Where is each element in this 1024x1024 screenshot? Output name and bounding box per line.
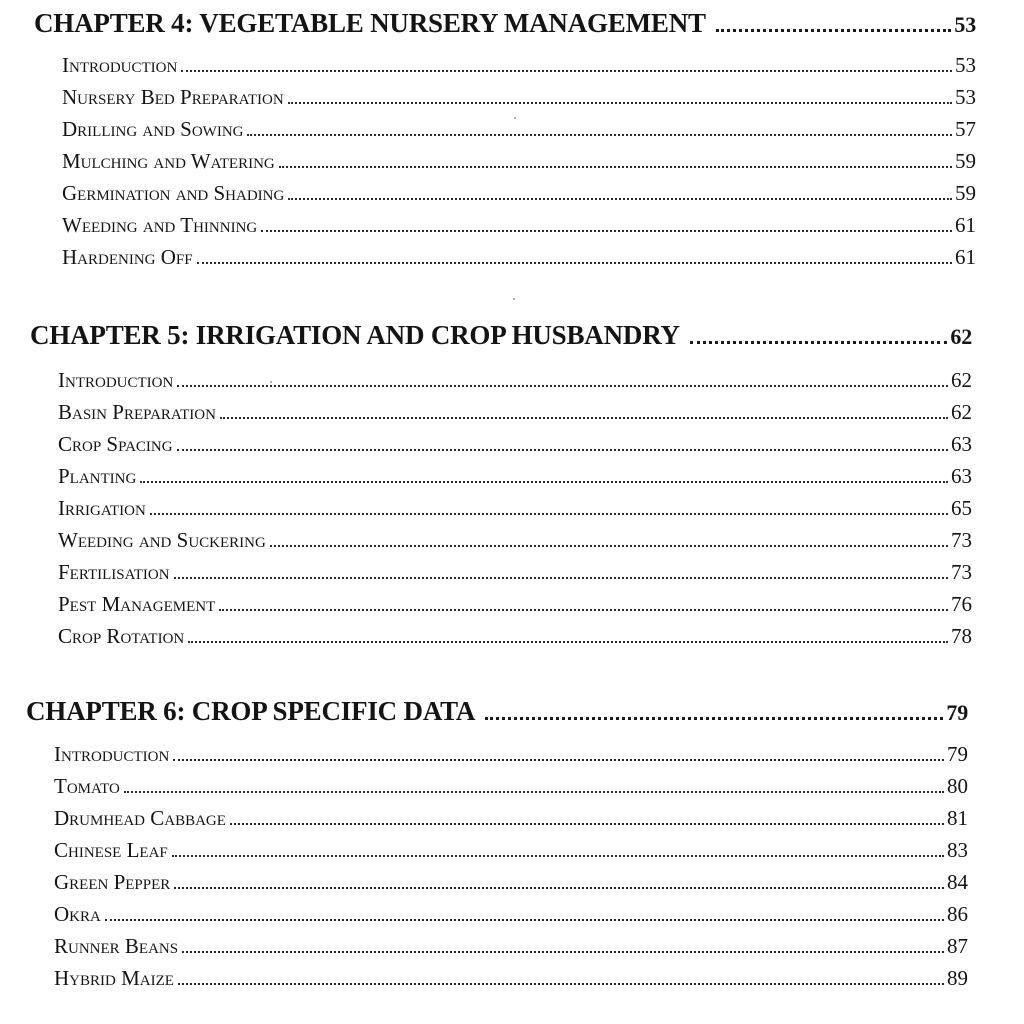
dot-leader [261, 230, 952, 232]
dot-leader [105, 919, 944, 921]
entry-label: Introduction [62, 53, 178, 77]
entry-page-number: 83 [947, 838, 968, 862]
toc-entry[interactable] [62, 117, 976, 142]
toc-entry[interactable] [62, 85, 976, 110]
entry-page-number: 76 [951, 592, 972, 616]
entry-page-number: 62 [951, 368, 972, 392]
chapter-title: CHAPTER 6: CROP SPECIFIC DATA [26, 696, 476, 726]
entry-label: Drumhead Cabbage [54, 806, 226, 830]
entry-page-number: 65 [951, 496, 972, 520]
entry-page-number: 62 [951, 400, 972, 424]
chapter-heading[interactable] [34, 8, 976, 39]
chapter-title: CHAPTER 4: VEGETABLE NURSERY MANAGEMENT [34, 8, 706, 38]
entry-label: Green Pepper [54, 870, 171, 894]
dot-leader [177, 385, 948, 387]
entry-label: Introduction [54, 742, 170, 766]
toc-entry[interactable] [58, 464, 972, 489]
dot-leader [716, 29, 952, 32]
entry-page-number: 73 [951, 528, 972, 552]
toc-entry[interactable] [58, 528, 972, 553]
entry-page-number: 73 [951, 560, 972, 584]
chapter-heading[interactable] [30, 320, 972, 351]
chapter-title: CHAPTER 5: IRRIGATION AND CROP HUSBANDRY [30, 320, 680, 350]
entry-page-number: 78 [951, 624, 972, 648]
dot-leader [247, 134, 952, 136]
scan-speck [513, 298, 515, 300]
dot-leader [288, 102, 952, 104]
dot-leader [288, 198, 952, 200]
dot-leader [220, 417, 948, 419]
toc-entry[interactable] [62, 245, 976, 270]
entry-page-number: 57 [955, 117, 976, 141]
entry-label: Irrigation [58, 496, 146, 520]
entry-label: Hardening Off [62, 245, 193, 269]
entry-page-number: 61 [955, 213, 976, 237]
entry-page-number: 87 [947, 934, 968, 958]
dot-leader [173, 759, 944, 761]
entry-page-number: 81 [947, 806, 968, 830]
entry-label: Nursery Bed Preparation [62, 85, 284, 109]
toc-entry[interactable] [58, 592, 972, 617]
entry-page-number: 59 [955, 149, 976, 173]
entry-label: Weeding and Suckering [58, 528, 266, 552]
dot-leader [174, 577, 948, 579]
toc-entry[interactable] [54, 966, 968, 991]
entry-page-number: 79 [947, 742, 968, 766]
dot-leader [270, 545, 948, 547]
dot-leader [197, 262, 952, 264]
dot-leader [181, 70, 952, 72]
entry-label: Chinese Leaf [54, 838, 168, 862]
chapter-page-number: 79 [946, 700, 968, 725]
entry-page-number: 53 [955, 53, 976, 77]
toc-entry[interactable] [54, 742, 968, 767]
entry-page-number: 53 [955, 85, 976, 109]
entry-label: Runner Beans [54, 934, 179, 958]
chapter-page-number: 62 [950, 324, 972, 349]
dot-leader [279, 166, 952, 168]
entry-page-number: 84 [947, 870, 968, 894]
dot-leader [219, 609, 948, 611]
dot-leader [485, 717, 943, 720]
toc-entry[interactable] [62, 181, 976, 206]
entry-label: Weeding and Thinning [62, 213, 258, 237]
dot-leader [690, 341, 948, 344]
entry-page-number: 80 [947, 774, 968, 798]
dot-leader [124, 791, 944, 793]
dot-leader [182, 951, 944, 953]
entry-label: Crop Rotation [58, 624, 185, 648]
entry-page-number: 89 [947, 966, 968, 990]
entry-page-number: 61 [955, 245, 976, 269]
chapter-heading[interactable] [26, 696, 968, 727]
entry-label: Germination and Shading [62, 181, 285, 205]
toc-entry[interactable] [54, 838, 968, 863]
entry-label: Hybrid Maize [54, 966, 174, 990]
entry-label: Pest Management [58, 592, 216, 616]
dot-leader [172, 855, 944, 857]
entry-page-number: 86 [947, 902, 968, 926]
entry-page-number: 63 [951, 432, 972, 456]
entry-page-number: 59 [955, 181, 976, 205]
entry-label: Fertilisation [58, 560, 170, 584]
toc-entry[interactable] [58, 432, 972, 457]
toc-entry[interactable] [62, 213, 976, 238]
entry-label: Okra [54, 902, 101, 926]
toc-entry[interactable] [62, 149, 976, 174]
entry-label: Basin Preparation [58, 400, 216, 424]
entry-label: Introduction [58, 368, 174, 392]
toc-entry[interactable] [58, 560, 972, 585]
scan-speck [514, 117, 516, 119]
entry-label: Crop Spacing [58, 432, 173, 456]
dot-leader [174, 887, 944, 889]
dot-leader [188, 641, 948, 643]
dot-leader [230, 823, 944, 825]
dot-leader [177, 449, 948, 451]
entry-label: Drilling and Sowing [62, 117, 244, 141]
toc-entry[interactable] [54, 806, 968, 831]
toc-entry[interactable] [58, 400, 972, 425]
toc-entry[interactable] [54, 774, 968, 799]
entry-label: Tomato [54, 774, 120, 798]
scan-speck [270, 381, 272, 383]
toc-entry[interactable] [58, 624, 972, 649]
dot-leader [178, 983, 944, 985]
dot-leader [150, 513, 948, 515]
entry-label: Planting [58, 464, 137, 488]
toc-entry[interactable] [54, 902, 968, 927]
toc-entry[interactable] [54, 870, 968, 895]
dot-leader [140, 481, 948, 483]
entry-label: Mulching and Watering [62, 149, 275, 173]
toc-entry[interactable] [62, 53, 976, 78]
toc-entry[interactable] [54, 934, 968, 959]
chapter-page-number: 53 [954, 12, 976, 37]
entry-page-number: 63 [951, 464, 972, 488]
toc-entry[interactable] [58, 496, 972, 521]
toc-entry[interactable] [58, 368, 972, 393]
